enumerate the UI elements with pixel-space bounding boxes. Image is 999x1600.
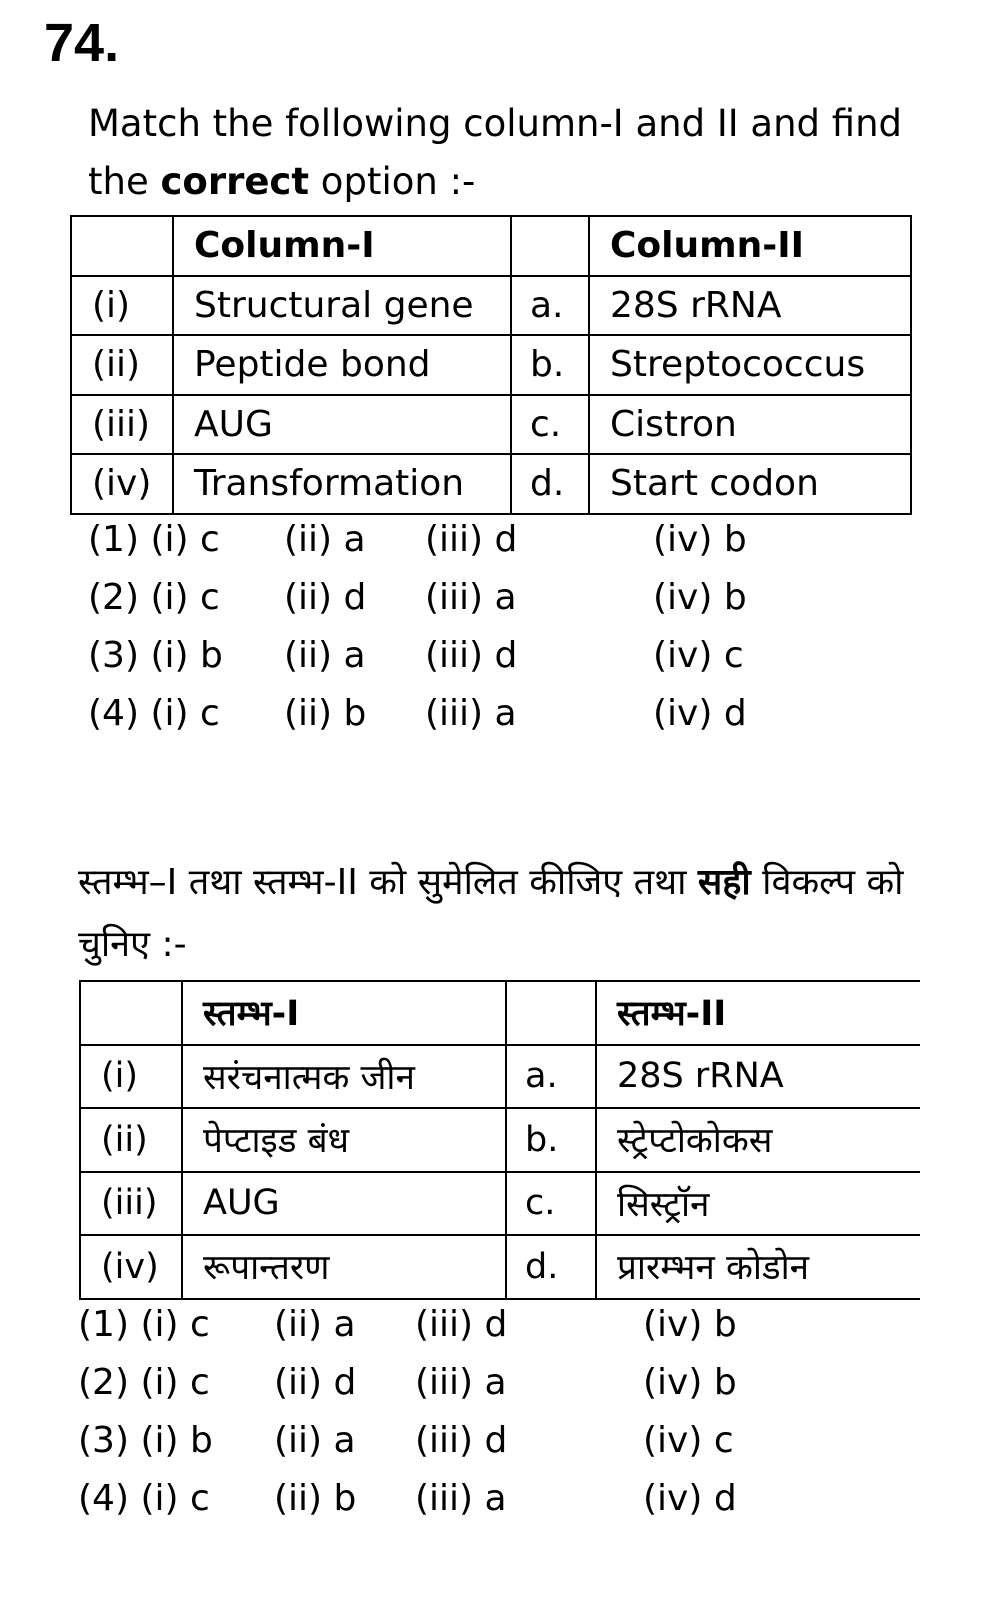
row-letter: c. <box>511 395 589 455</box>
option-part: (2) (i) c <box>78 1362 210 1403</box>
row-letter: a. <box>511 276 589 336</box>
question-prompt-hindi <box>78 852 918 976</box>
column-1-item: पेप्टाइड बंध <box>182 1108 506 1172</box>
row-index: (iii) <box>71 395 173 455</box>
option-part: (3) (i) b <box>88 635 223 676</box>
column-2-item: सिस्ट्रॉन <box>596 1172 920 1236</box>
option-part: (iv) d <box>653 693 747 734</box>
column-2-item: स्ट्रेप्टोकोकस <box>596 1108 920 1172</box>
row-index: (iii) <box>80 1172 182 1236</box>
header-empty-cell <box>71 216 173 276</box>
header-empty-cell <box>511 216 589 276</box>
option-part: (1) (i) c <box>78 1304 210 1345</box>
row-index: (i) <box>80 1045 182 1109</box>
row-index: (i) <box>71 276 173 336</box>
table-header-row <box>80 981 920 1045</box>
column-1-item: Structural gene <box>173 276 511 336</box>
option-part: (iv) c <box>643 1420 734 1461</box>
header-empty-cell <box>80 981 182 1045</box>
option-part: (ii) a <box>274 1304 356 1345</box>
column-1-item: AUG <box>173 395 511 455</box>
column-2-item: 28S rRNA <box>596 1045 920 1109</box>
option-3[interactable] <box>78 1412 898 1470</box>
row-letter: c. <box>506 1172 596 1236</box>
option-part: (iii) d <box>415 1420 508 1461</box>
option-part: (iv) c <box>653 635 744 676</box>
option-part: (iii) d <box>425 635 518 676</box>
row-letter: a. <box>506 1045 596 1109</box>
option-part: (iii) a <box>425 577 517 618</box>
prompt-text-end: option :- <box>309 160 476 203</box>
option-4[interactable] <box>88 685 908 743</box>
row-index: (iv) <box>80 1235 182 1299</box>
option-part: (1) (i) c <box>88 519 220 560</box>
column-2-header: स्तम्भ-II <box>596 981 920 1045</box>
option-2[interactable] <box>78 1354 898 1412</box>
option-part: (ii) a <box>284 519 366 560</box>
option-part: (ii) b <box>284 693 367 734</box>
options-english <box>88 511 908 743</box>
option-1[interactable] <box>78 1296 898 1354</box>
match-table-hindi <box>79 980 920 1300</box>
option-part: (ii) a <box>284 635 366 676</box>
table-row <box>80 1108 920 1172</box>
column-2-item: 28S rRNA <box>589 276 911 336</box>
column-1-item: Transformation <box>173 454 511 514</box>
option-part: (4) (i) c <box>88 693 220 734</box>
option-part: (iii) a <box>415 1362 507 1403</box>
match-table-english <box>70 215 912 515</box>
column-2-item: Streptococcus <box>589 335 911 395</box>
column-1-item: AUG <box>182 1172 506 1236</box>
column-1-item: सरंचनात्मक जीन <box>182 1045 506 1109</box>
option-part: (3) (i) b <box>78 1420 213 1461</box>
table-row <box>80 1235 920 1299</box>
question-prompt-english <box>88 95 918 211</box>
column-1-header: स्तम्भ-I <box>182 981 506 1045</box>
option-part: (iii) d <box>425 519 518 560</box>
row-index: (ii) <box>80 1108 182 1172</box>
option-4[interactable] <box>78 1470 898 1528</box>
prompt-text-start: स्तम्भ–I तथा स्तम्भ-II को सुमेलित कीजिए तथा <box>78 862 698 903</box>
option-part: (ii) d <box>284 577 367 618</box>
prompt-text-bold: correct <box>160 160 310 203</box>
row-index: (iv) <box>71 454 173 514</box>
header-empty-cell <box>506 981 596 1045</box>
prompt-text-end: विकल्प को चुनिए :- <box>78 862 904 965</box>
row-letter: b. <box>511 335 589 395</box>
table-row <box>71 454 911 514</box>
table-header-row <box>71 216 911 276</box>
table-row <box>71 335 911 395</box>
question-number: 74. <box>44 13 120 73</box>
option-part: (ii) d <box>274 1362 357 1403</box>
column-2-header: Column-II <box>589 216 911 276</box>
option-part: (iii) a <box>425 693 517 734</box>
table-row <box>80 1045 920 1109</box>
option-part: (iii) a <box>415 1478 507 1519</box>
column-2-item: Start codon <box>589 454 911 514</box>
option-part: (ii) b <box>274 1478 357 1519</box>
prompt-text-start: Match the following column-I and II and find the <box>88 102 903 203</box>
row-letter: d. <box>511 454 589 514</box>
option-part: (2) (i) c <box>88 577 220 618</box>
option-part: (iii) d <box>415 1304 508 1345</box>
table-row <box>80 1172 920 1236</box>
option-part: (iv) d <box>643 1478 737 1519</box>
column-2-item: प्रारम्भन कोडोन <box>596 1235 920 1299</box>
option-part: (iv) b <box>653 519 747 560</box>
option-part: (iv) b <box>643 1362 737 1403</box>
option-2[interactable] <box>88 569 908 627</box>
column-1-header: Column-I <box>173 216 511 276</box>
row-letter: b. <box>506 1108 596 1172</box>
options-hindi <box>78 1296 898 1528</box>
option-part: (iv) b <box>643 1304 737 1345</box>
option-part: (iv) b <box>653 577 747 618</box>
column-1-item: रूपान्तरण <box>182 1235 506 1299</box>
option-3[interactable] <box>88 627 908 685</box>
table-row <box>71 395 911 455</box>
column-1-item: Peptide bond <box>173 335 511 395</box>
option-1[interactable] <box>88 511 908 569</box>
row-index: (ii) <box>71 335 173 395</box>
prompt-text-bold: सही <box>697 862 751 903</box>
row-letter: d. <box>506 1235 596 1299</box>
column-2-item: Cistron <box>589 395 911 455</box>
option-part: (4) (i) c <box>78 1478 210 1519</box>
table-row <box>71 276 911 336</box>
option-part: (ii) a <box>274 1420 356 1461</box>
